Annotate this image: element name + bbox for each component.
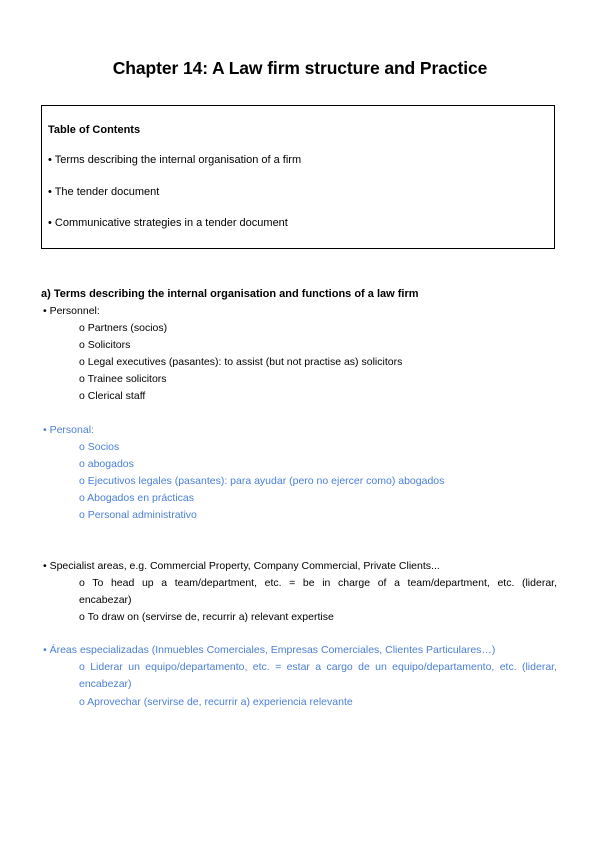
list-item-continuation: encabezar) — [79, 594, 132, 606]
specialist-label: • Specialist areas, e.g. Commercial Property, Company Commercial, Private Clients... — [43, 560, 440, 572]
toc-item: • The tender document — [48, 186, 160, 198]
table-of-contents-box — [41, 105, 555, 249]
list-item: o Socios — [79, 441, 120, 453]
list-item: o Clerical staff — [79, 390, 146, 402]
toc-item: • Terms describing the internal organisation of a firm — [48, 154, 302, 166]
list-item: o Abogados en prácticas — [79, 492, 194, 504]
list-item: o abogados — [79, 458, 134, 470]
list-item: o Liderar un equipo/departamento, etc. = estar a cargo de un equipo/departamento, etc. (liderar, — [79, 661, 557, 673]
list-item: o Aprovechar (servirse de, recurrir a) experiencia relevante — [79, 696, 353, 708]
list-item: o To head up a team/department, etc. = be in charge of a team/department, etc. (liderar, — [79, 577, 557, 589]
toc-item: • Communicative strategies in a tender document — [48, 217, 288, 229]
list-item: o Personal administrativo — [79, 509, 197, 521]
personal-es-label: • Personal: — [43, 424, 94, 436]
list-item: o Trainee solicitors — [79, 373, 167, 385]
list-item: o Partners (socios) — [79, 322, 168, 334]
section-heading: a) Terms describing the internal organisation and functions of a law firm — [41, 288, 419, 300]
page-title: Chapter 14: A Law firm structure and Practice — [112, 58, 488, 78]
list-item: o Solicitors — [79, 339, 131, 351]
toc-heading: Table of Contents — [48, 124, 141, 136]
specialist-es-label: • Áreas especializadas (Inmuebles Comerciales, Empresas Comerciales, Clientes Particulares…) — [43, 644, 496, 656]
personnel-label: • Personnel: — [43, 305, 100, 317]
list-item: o To draw on (servirse de, recurrir a) relevant expertise — [79, 611, 334, 623]
list-item: o Legal executives (pasantes): to assist (but not practise as) solicitors — [79, 356, 403, 368]
list-item-continuation: encabezar) — [79, 678, 132, 690]
list-item: o Ejecutivos legales (pasantes): para ayudar (pero no ejercer como) abogados — [79, 475, 445, 487]
